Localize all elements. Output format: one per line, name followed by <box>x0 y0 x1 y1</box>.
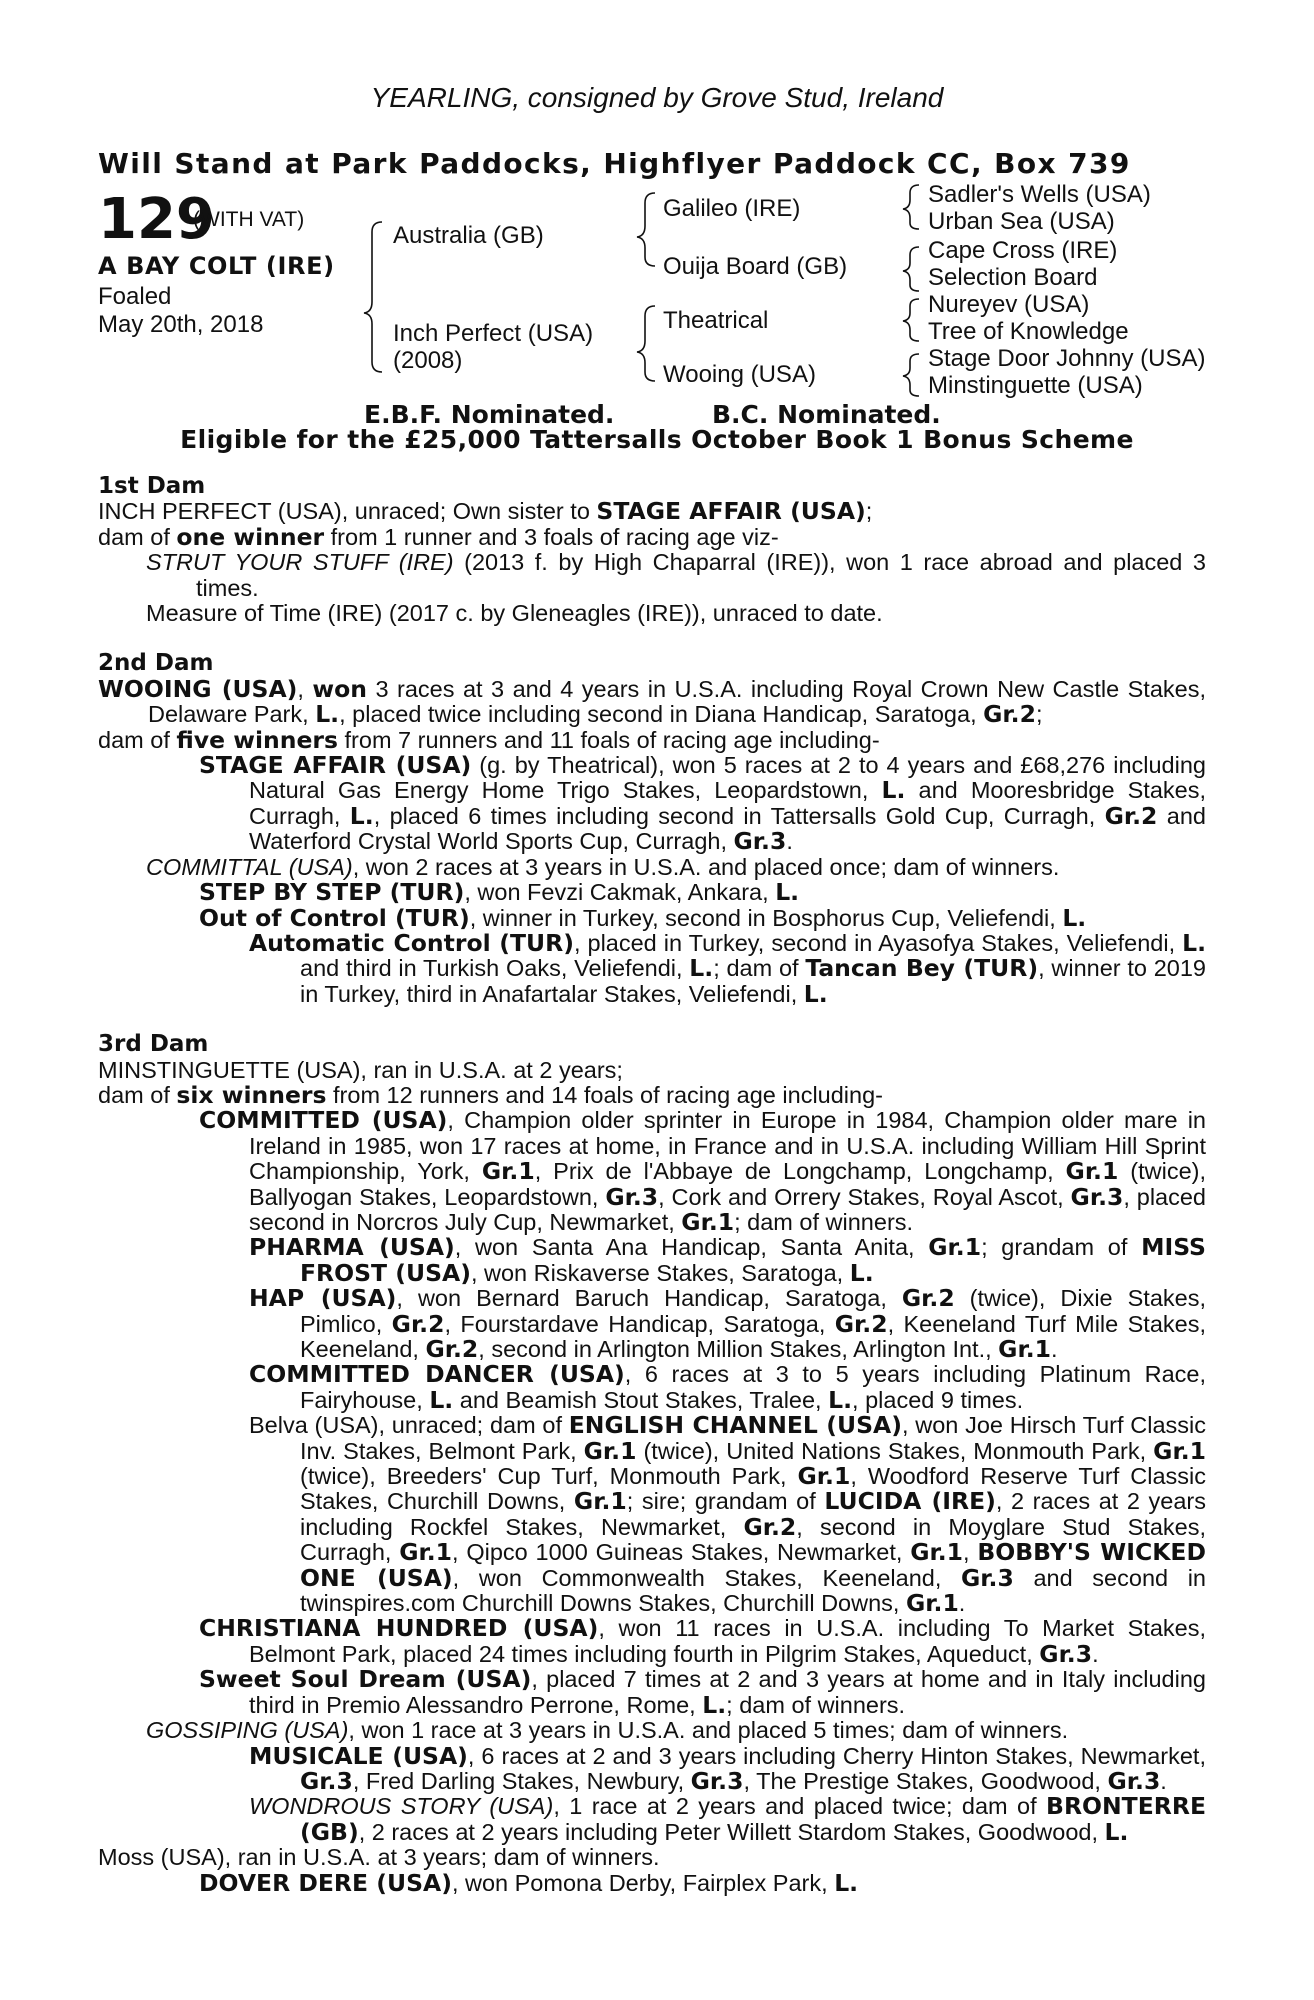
pedigree-g3: Cape Cross (IRE) <box>928 237 1118 264</box>
third-dam-grandproduce-committed-dancer: COMMITTED DANCER (USA), 6 races at 3 to 5 years including Platinum Race, Fairyhouse, L. and Beamish Stout Stakes, Tralee, L., placed 9 times. <box>249 1360 1206 1414</box>
first-dam-produce-2: Measure of Time (IRE) (2017 c. by Gleneagles (IRE)), unraced to date. <box>146 600 883 627</box>
second-dam-grandproduce-2: Out of Control (TUR), winner in Turkey, second in Bosphorus Cup, Veliefendi, L. <box>199 903 1087 932</box>
third-dam-produce-committed: COMMITTED (USA), Champion older sprinter in Europe in 1984, Champion older mare in Ireland in 1985, won 17 races at home, in France and in U.S.A. including William Hill Sprint Championship, York, Gr.1, Prix de l'Abbaye de Longchamp, Longchamp, Gr.1 (twice), Ballyogan Stakes, Leopardstown, Gr.3, Cork and Orrery Stakes, Royal Ascot, Gr.3, placed second in Norcros July Cup, Newmarket, Gr.1; dam of winners. <box>199 1106 1206 1236</box>
lot-number: 129 <box>98 187 215 252</box>
stabling-line: Will Stand at Park Paddocks, Highflyer Paddock CC, Box 739 <box>98 147 1131 180</box>
first-dam-line2: dam of one winner from 1 runner and 3 foals of racing age viz- <box>98 522 779 551</box>
brace-g-wooing <box>903 354 919 396</box>
brace-g-theatrical <box>903 299 919 341</box>
ebf-nominated: E.B.F. Nominated. <box>364 400 615 429</box>
second-dam-produce-2: COMMITTAL (USA), won 2 races at 3 years in U.S.A. and placed once; dam of winners. <box>146 853 1060 880</box>
third-dam-produce-moss: Moss (USA), ran in U.S.A. at 3 years; dam of winners. <box>98 1844 660 1871</box>
consignor-line: YEARLING, consigned by Grove Stud, Ireland <box>370 82 944 113</box>
foaled-date: May 20th, 2018 <box>98 311 264 338</box>
third-dam-grandproduce-pharma: PHARMA (USA), won Santa Ana Handicap, Santa Anita, Gr.1; grandam of MISS FROST (USA), won Riskaverse Stakes, Saratoga, L. <box>249 1233 1206 1287</box>
vat-note: (WITH VAT) <box>193 208 305 231</box>
third-dam-line2: dam of six winners from 12 runners and 14 foals of racing age including- <box>98 1080 883 1109</box>
second-dam-grandproduce-3: Automatic Control (TUR), placed in Turkey, second in Ayasofya Stakes, Veliefendi, L. and third in Turkish Oaks, Veliefendi, L.; dam of Tancan Bey (TUR), winner to 2019 in Turkey, third in Anafartalar Stakes, Veliefendi, L. <box>249 928 1206 1008</box>
pedigree-g6: Tree of Knowledge <box>928 318 1129 345</box>
pedigree-dam-sire: Theatrical <box>663 307 769 334</box>
pedigree-g5: Nureyev (USA) <box>928 291 1090 318</box>
brace-g-galileo <box>903 185 919 229</box>
pedigree-dam: Inch Perfect (USA) <box>393 320 594 347</box>
third-dam-grandproduce-belva: Belva (USA), unraced; dam of ENGLISH CHANNEL (USA), won Joe Hirsch Turf Classic Inv. Stakes, Belmont Park, Gr.1 (twice), United Nations Stakes, Monmouth Park, Gr.1 (twice), Breeders' Cup Turf, Monmouth Park, Gr.1, Woodford Reserve Turf Classic Stakes, Churchill Downs, Gr.1; sire; grandam of LUCIDA (IRE), 2 races at 2 years including Rockfel Stakes, Newmarket, Gr.2, second in Moyglare Stud Stakes, Curragh, Gr.1, Qipco 1000 Guineas Stakes, Newmarket, Gr.1, BOBBY'S WICKED ONE (USA), won Commonwealth Stakes, Keeneland, Gr.3 and second in twinspires.com Churchill Downs Stakes, Churchill Downs, Gr.1. <box>249 1411 1207 1618</box>
second-dam-line1: WOOING (USA), won 3 races at 3 and 4 years in U.S.A. including Royal Crown New Castle Stakes, Delaware Park, L., placed twice including second in Diana Handicap, Saratoga, Gr.2; <box>98 674 1207 729</box>
pedigree-sire: Australia (GB) <box>393 222 544 249</box>
first-dam-line1: INCH PERFECT (USA), unraced; Own sister to STAGE AFFAIR (USA); <box>98 497 873 526</box>
brace-main <box>364 222 382 372</box>
horse-description: A BAY COLT (IRE) <box>98 252 335 280</box>
third-dam-produce-christiana: CHRISTIANA HUNDRED (USA), won 11 races in U.S.A. including To Market Stakes, Belmont Park, placed 24 times including fourth in Pilgrim Stakes, Aqueduct, Gr.3. <box>199 1614 1206 1668</box>
bonus-scheme-eligibility: Eligible for the £25,000 Tattersalls October Book 1 Bonus Scheme <box>180 425 1134 454</box>
brace-dam <box>637 306 655 381</box>
third-dam-produce-gossiping: GOSSIPING (USA), won 1 race at 3 years in U.S.A. and placed 5 times; dam of winners. <box>146 1717 1069 1744</box>
bc-nominated: B.C. Nominated. <box>712 400 941 429</box>
first-dam-heading: 1st Dam <box>98 473 206 499</box>
second-dam-heading: 2nd Dam <box>98 650 214 677</box>
pedigree-g8: Minstinguette (USA) <box>928 372 1143 399</box>
pedigree-sire-sire: Galileo (IRE) <box>663 195 801 222</box>
second-dam-grandproduce-1: STEP BY STEP (TUR), won Fevzi Cakmak, Ankara, L. <box>199 878 800 907</box>
third-dam-grandproduce-musicale: MUSICALE (USA), 6 races at 2 and 3 years including Cherry Hinton Stakes, Newmarket, Gr.3, Fred Darling Stakes, Newbury, Gr.3, The Prestige Stakes, Goodwood, Gr.3. <box>249 1741 1206 1795</box>
third-dam-grandproduce-hap: HAP (USA), won Bernard Baruch Handicap, Saratoga, Gr.2 (twice), Dixie Stakes, Pimlico, Gr.2, Fourstardave Handicap, Saratoga, Gr.2, Keeneland Turf Mile Stakes, Keeneland, Gr.2, second in Arlington Million Stakes, Arlington Int., Gr.1. <box>249 1284 1206 1363</box>
second-dam-produce-1: STAGE AFFAIR (USA) (g. by Theatrical), won 5 races at 2 to 4 years and £68,276 including Natural Gas Energy Home Trigo Stakes, Leopardstown, L. and Mooresbridge Stakes, Curragh, L., placed 6 times including second in Tattersalls Gold Cup, Curragh, Gr.2 and Waterford Crystal World Sports Cup, Curragh, Gr.3. <box>199 751 1206 856</box>
third-dam-produce-sweet-soul: Sweet Soul Dream (USA), placed 7 times at 2 and 3 years at home and in Italy including third in Premio Alessandro Perrone, Rome, L.; dam of winners. <box>199 1665 1206 1719</box>
pedigree-dam-year: (2008) <box>393 347 463 374</box>
brace-g-ouija <box>903 247 919 291</box>
pedigree-sire-dam: Ouija Board (GB) <box>663 253 848 280</box>
pedigree-g1: Sadler's Wells (USA) <box>928 181 1151 208</box>
pedigree-notes <box>98 474 1206 1896</box>
foaled-label: Foaled <box>98 283 172 310</box>
brace-sire <box>637 193 655 266</box>
pedigree-g2: Urban Sea (USA) <box>928 208 1115 235</box>
first-dam-produce-1: STRUT YOUR STUFF (IRE) (2013 f. by High Chaparral (IRE)), won 1 race abroad and placed 3 times. <box>146 549 1206 601</box>
third-dam-grandproduce-dover: DOVER DERE (USA), won Pomona Derby, Fairplex Park, L. <box>199 1868 859 1897</box>
third-dam-heading: 3rd Dam <box>98 1031 209 1058</box>
third-dam-grandproduce-wondrous: WONDROUS STORY (USA), 1 race at 2 years and placed twice; dam of BRONTERRE (GB), 2 races at 2 years including Peter Willett Stardom Stakes, Goodwood, L. <box>249 1792 1207 1846</box>
third-dam-line1: MINSTINGUETTE (USA), ran in U.S.A. at 2 years; <box>98 1056 623 1083</box>
second-dam-line2: dam of five winners from 7 runners and 11 foals of racing age including- <box>98 725 880 754</box>
pedigree-g7: Stage Door Johnny (USA) <box>928 345 1206 372</box>
pedigree-dam-dam: Wooing (USA) <box>663 361 816 388</box>
pedigree-g4: Selection Board <box>928 264 1098 291</box>
